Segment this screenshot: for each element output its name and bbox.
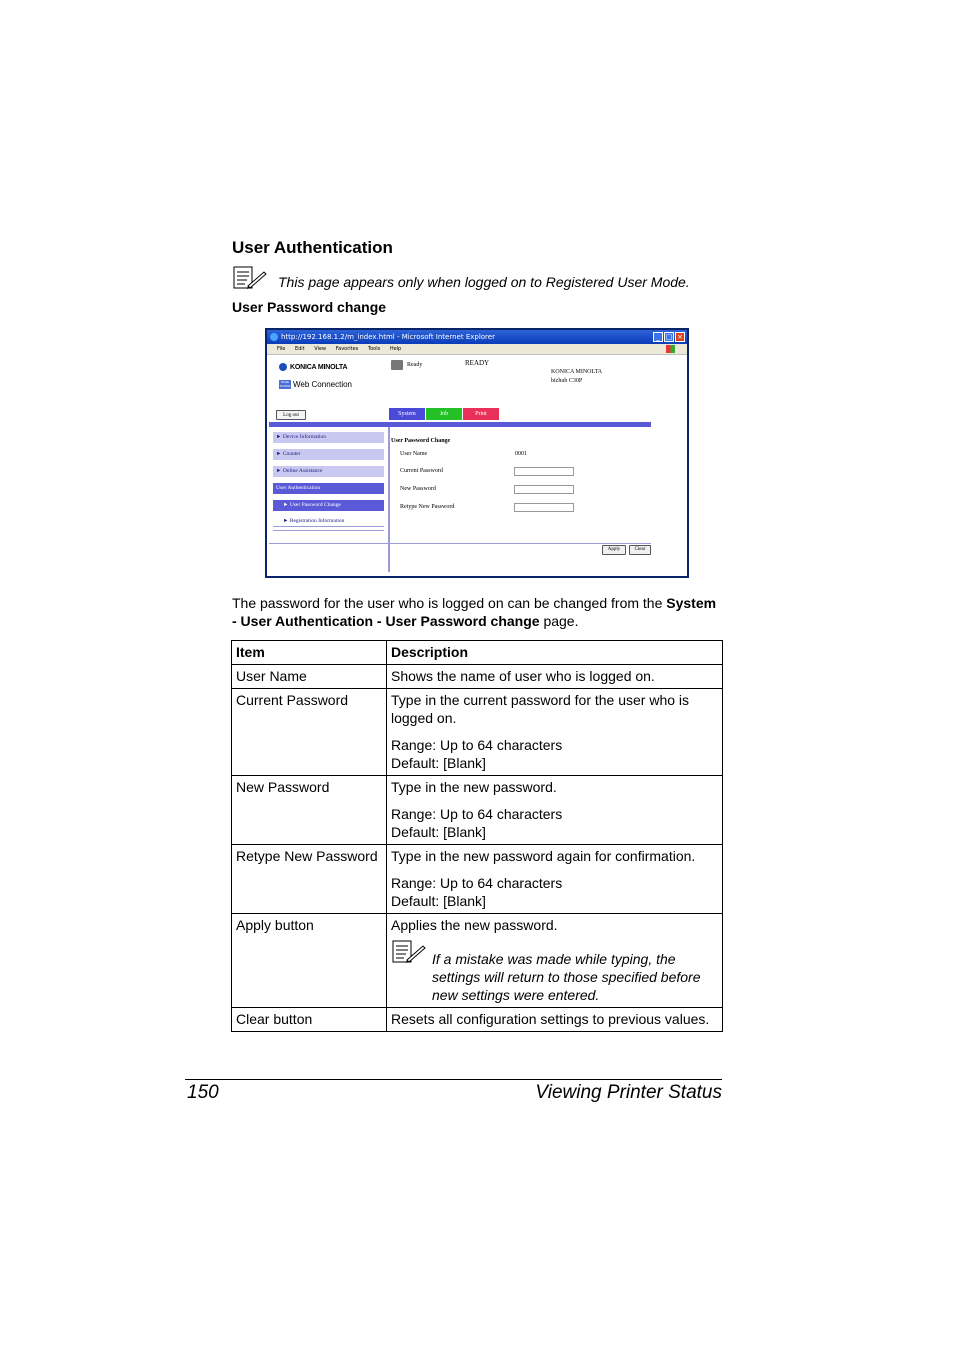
content-divider xyxy=(269,543,651,544)
table-row xyxy=(232,845,723,914)
nav-device-information[interactable]: ► Device Information xyxy=(273,432,384,443)
browser-title-bar xyxy=(267,330,687,344)
browser-screenshot xyxy=(265,328,689,578)
browser-title: http://192.168.1.2/m_index.html - Microsoft Internet Explorer xyxy=(281,333,495,341)
logout-button[interactable]: Log out xyxy=(276,410,306,420)
subsection-title: User Password change xyxy=(232,299,387,315)
table-header-row xyxy=(232,641,723,665)
brand-name: KONICA MINOLTA xyxy=(551,369,603,375)
settings-table xyxy=(231,640,723,1032)
sidebar xyxy=(269,427,390,572)
row-item: New Password xyxy=(232,776,387,845)
ie-icon xyxy=(270,333,278,341)
chapter-title: Viewing Printer Status xyxy=(535,1082,722,1103)
tab-job[interactable]: Job xyxy=(426,408,462,420)
new-password-input[interactable] xyxy=(514,485,574,494)
row-description: Resets all configuration settings to previous values. xyxy=(387,1008,723,1032)
browser-menu-bar xyxy=(267,344,687,355)
intro-paragraph: The password for the user who is logged on can be changed from the System - User Authentication - User Password change page. xyxy=(232,595,717,629)
header-description: Description xyxy=(387,641,723,665)
row-item: Retype New Password xyxy=(232,845,387,914)
field-label-retype-password: Retype New Password xyxy=(400,504,455,510)
nav-user-password-change[interactable]: ► User Password Change xyxy=(273,500,384,511)
field-label-new-password: New Password xyxy=(400,486,436,492)
pagescope-logo: PAGE SCOPE Web Connection xyxy=(279,380,352,389)
current-password-input[interactable] xyxy=(514,467,574,476)
table-row xyxy=(232,665,723,689)
menu-favorites[interactable]: Favorites xyxy=(335,346,359,352)
field-value-user-name: 0001 xyxy=(515,451,527,457)
menu-tools[interactable]: Tools xyxy=(367,346,381,352)
row-item: User Name xyxy=(232,665,387,689)
apply-note-text: If a mistake was made while typing, the settings will return to those specified before new settings were entered. xyxy=(432,951,701,1003)
note-icon xyxy=(391,940,427,964)
row-description: Type in the current password for the user who is logged on. Range: Up to 64 characters Default: [Blank] xyxy=(387,689,723,776)
close-icon[interactable]: × xyxy=(675,332,685,342)
maximize-icon[interactable]: □ xyxy=(665,333,673,341)
field-label-user-name: User Name xyxy=(400,451,428,457)
model-name: bizhub C30P xyxy=(551,378,583,384)
section-title: User Authentication xyxy=(232,238,393,257)
row-description: Type in the new password again for confirmation. Range: Up to 64 characters Default: [Blank] xyxy=(387,845,723,914)
status-ready: Ready xyxy=(407,362,423,368)
page-number: 150 xyxy=(187,1082,219,1103)
row-item: Apply button xyxy=(232,914,387,1008)
row-description: Type in the new password. Range: Up to 64 characters Default: [Blank] xyxy=(387,776,723,845)
tab-print[interactable]: Print xyxy=(463,408,499,420)
table-row xyxy=(232,776,723,845)
note-text: This page appears only when logged on to Registered User Mode. xyxy=(278,274,690,290)
nav-registration-information[interactable]: ► Registration Information xyxy=(273,516,384,527)
footer-rule xyxy=(185,1079,722,1080)
printer-icon xyxy=(391,360,403,370)
row-item: Current Password xyxy=(232,689,387,776)
menu-file[interactable]: File xyxy=(277,346,286,352)
apply-button[interactable]: Apply xyxy=(602,545,626,555)
table-row xyxy=(232,1008,723,1032)
row-description: Applies the new password. If a mistake was made while typing, the settings will return to those specified before new settings were entered. xyxy=(387,914,723,1008)
konica-logo: KONICA MINOLTA xyxy=(279,363,347,371)
field-label-current-password: Current Password xyxy=(400,468,443,474)
form-title: User Password Change xyxy=(391,438,451,444)
row-item: Clear button xyxy=(232,1008,387,1032)
nav-user-authentication[interactable]: User Authentication xyxy=(273,483,384,494)
table-row xyxy=(232,914,723,1008)
menu-view[interactable]: View xyxy=(314,346,327,352)
table-row xyxy=(232,689,723,776)
clear-button[interactable]: Clear xyxy=(629,545,651,555)
note-icon xyxy=(232,266,268,290)
nav-counter[interactable]: ► Counter xyxy=(273,449,384,460)
tab-system[interactable]: System xyxy=(389,408,425,420)
header-item: Item xyxy=(232,641,387,665)
windows-flag-icon xyxy=(666,345,675,353)
minimize-icon[interactable]: _ xyxy=(653,332,663,342)
retype-password-input[interactable] xyxy=(514,503,574,512)
menu-edit[interactable]: Edit xyxy=(294,346,305,352)
menu-help[interactable]: Help xyxy=(389,346,402,352)
nav-online-assistance[interactable]: ► Online Assistance xyxy=(273,466,384,477)
row-description: Shows the name of user who is logged on. xyxy=(387,665,723,689)
status-ready-caps: READY xyxy=(465,359,490,367)
